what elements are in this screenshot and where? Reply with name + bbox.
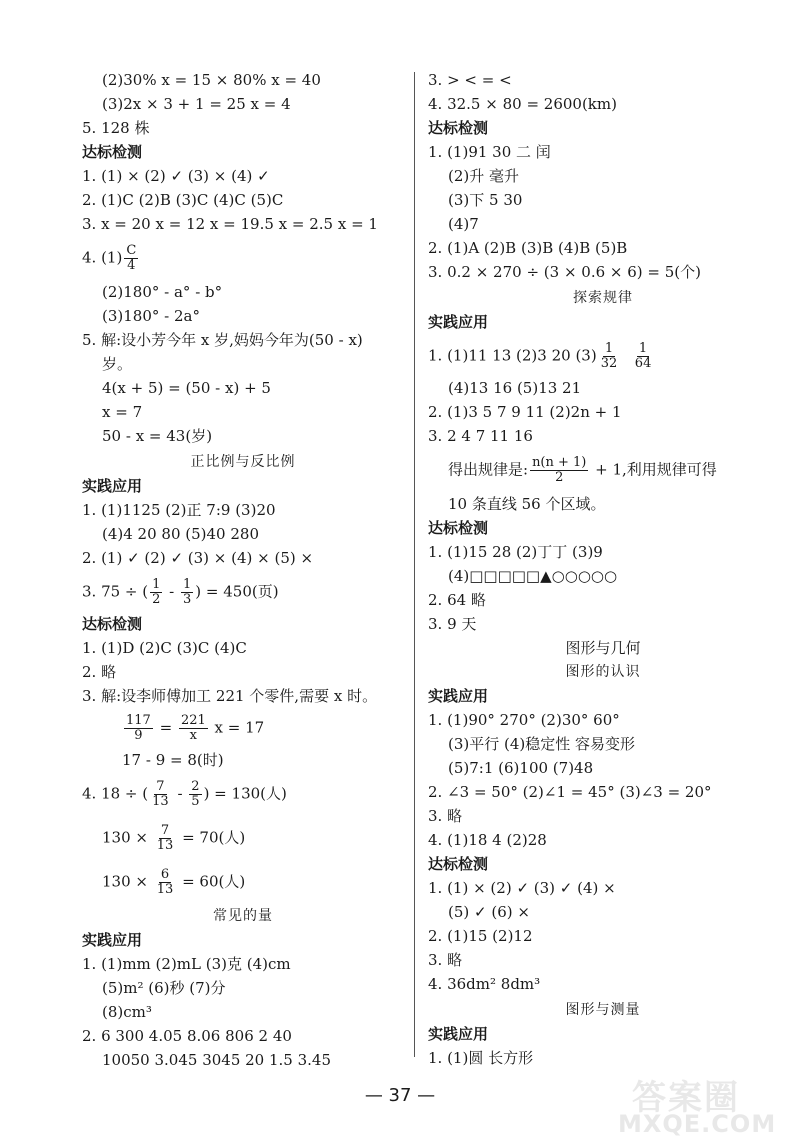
text-segment: + 1,利用规律可得: [590, 460, 717, 479]
text-segment: -: [164, 582, 180, 601]
column-divider: [414, 72, 415, 1057]
answer-line: 3. 0.2 × 270 ÷ (3 × 0.6 × 6) = 5(个): [428, 263, 701, 281]
text-segment: = 60(人): [177, 872, 246, 891]
fraction: [633, 342, 654, 371]
answer-line: (3)2x × 3 + 1 = 25 x = 4: [102, 95, 291, 113]
denominator: 13: [156, 838, 174, 853]
section-heading: 达标检测: [428, 519, 489, 537]
section-heading: 达标检测: [82, 615, 143, 633]
fraction: [189, 780, 201, 809]
answer-line: 3. 解:设李师傅加工 221 个零件,需要 x 时。: [82, 687, 378, 705]
numerator: 221: [180, 713, 206, 728]
numerator: 1: [183, 577, 192, 592]
answer-line: 1. (1)1125 (2)正 7:9 (3)20: [82, 501, 276, 519]
answer-line: 50 - x = 43(岁): [102, 427, 213, 445]
answer-line: 10050 3.045 3045 20 1.5 3.45: [102, 1051, 332, 1069]
answer-line: 5. 解:设小芳今年 x 岁,妈妈今年为(50 - x): [82, 331, 363, 349]
answer-line: (3)平行 (4)稳定性 容易变形: [448, 735, 636, 753]
answer-line: (5)7:1 (6)100 (7)48: [448, 759, 594, 777]
answer-line: (2)180° - a° - b°: [102, 283, 223, 301]
answer-line: 3. 略: [428, 951, 463, 969]
text-segment: -: [172, 784, 188, 803]
topic-title: 探索规律: [573, 290, 633, 306]
answer-line: 2. ∠3 = 50° (2)∠1 = 45° (3)∠3 = 20°: [428, 783, 712, 801]
answer-line: [102, 868, 245, 897]
answer-line: (3)下 5 30: [448, 191, 523, 209]
denominator: 5: [191, 794, 200, 809]
text-segment: 130 ×: [102, 872, 153, 891]
answer-line: 2. (1)15 (2)12: [428, 927, 533, 945]
answer-line: [428, 342, 655, 371]
denominator: x: [189, 728, 198, 743]
answer-line: [82, 780, 287, 809]
answer-line: 1. (1)圆 长方形: [428, 1049, 534, 1067]
fraction: [150, 578, 162, 607]
text-segment: [621, 347, 631, 365]
answer-line: 4(x + 5) = (50 - x) + 5: [102, 379, 271, 397]
answer-line: 5. 128 株: [82, 119, 150, 137]
text-segment: 得出规律是:: [448, 460, 529, 479]
answer-line: [122, 714, 264, 743]
fraction: [181, 578, 193, 607]
text-segment: ) = 450(页): [195, 582, 279, 601]
numerator: 6: [160, 867, 170, 882]
answer-line: 2. (1)3 5 7 9 11 (2)2n + 1: [428, 403, 622, 421]
answer-line: 1. (1) × (2) ✓ (3) × (4) ✓: [82, 167, 270, 185]
answer-line: x = 7: [102, 403, 143, 421]
denominator: 2: [152, 592, 161, 607]
topic-title: 图形与测量: [565, 1002, 641, 1018]
page-number: — 37 —: [364, 1085, 436, 1106]
numerator: 7: [160, 823, 170, 838]
text-segment: ) = 130(人): [203, 784, 287, 803]
numerator: 1: [152, 577, 161, 592]
fraction: [530, 456, 588, 485]
answer-line: 2. (1)A (2)B (3)B (4)B (5)B: [428, 239, 628, 257]
answer-line: 10 条直线 56 个区域。: [448, 495, 606, 513]
answer-line: (5) ✓ (6) ×: [448, 903, 530, 921]
text-segment: = 70(人): [177, 828, 246, 847]
answer-line: (5)m² (6)秒 (7)分: [102, 979, 226, 997]
numerator: 1: [604, 341, 614, 356]
section-heading: 达标检测: [428, 855, 489, 873]
answer-line: [102, 824, 245, 853]
section-heading: 达标检测: [82, 143, 143, 161]
answer-line: 1. (1)90° 270° (2)30° 60°: [428, 711, 620, 729]
answer-line: 3. 9 天: [428, 615, 477, 633]
section-heading: 实践应用: [82, 477, 143, 495]
section-heading: 实践应用: [428, 313, 489, 331]
answer-line: [448, 456, 717, 485]
text-segment: 1. (1)11 13 (2)3 20 (3): [428, 346, 597, 365]
answer-line: 4. (1)18 4 (2)28: [428, 831, 547, 849]
answer-line: 岁。: [102, 355, 133, 373]
fraction: [155, 824, 176, 853]
answer-line: 2. 6 300 4.05 8.06 806 2 40: [82, 1027, 292, 1045]
answer-line: 4. 36dm² 8dm³: [428, 975, 541, 993]
section-heading: 实践应用: [428, 1025, 489, 1043]
answer-line: [82, 244, 140, 273]
answer-line: (4)4 20 80 (5)40 280: [102, 525, 260, 543]
fraction: [150, 780, 171, 809]
text-segment: 4. (1): [82, 248, 123, 267]
topic-title: 常见的量: [213, 908, 273, 924]
watermark-url: MXQE.COM: [618, 1110, 777, 1138]
fraction: [599, 342, 620, 371]
numerator: n(n + 1): [532, 455, 587, 470]
answer-line: (4)□□□□□▲○○○○○: [448, 567, 618, 585]
answer-line: (4)13 16 (5)13 21: [448, 379, 582, 397]
text-segment: 3. 75 ÷ (: [82, 582, 149, 601]
watermark-text: 答案圈: [632, 1078, 740, 1118]
text-segment: 130 ×: [102, 828, 153, 847]
answer-line: [82, 578, 279, 607]
denominator: 64: [634, 356, 652, 371]
answer-line: 1. (1)D (2)C (3)C (4)C: [82, 639, 247, 657]
answer-line: 2. 略: [82, 663, 117, 681]
section-heading: 实践应用: [428, 687, 489, 705]
numerator: 7: [156, 779, 165, 794]
denominator: 32: [600, 356, 618, 371]
topic-title: 正比例与反比例: [190, 454, 296, 470]
denominator: 3: [183, 592, 192, 607]
fraction: [124, 244, 138, 273]
answer-line: (8)cm³: [102, 1003, 152, 1021]
fraction: [155, 868, 176, 897]
section-heading: 达标检测: [428, 119, 489, 137]
denominator: 13: [152, 794, 169, 809]
answer-line: 1. (1)15 28 (2)丁丁 (3)9: [428, 543, 603, 561]
denominator: 13: [156, 882, 174, 897]
numerator: C: [126, 243, 137, 258]
answer-line: 3. 2 4 7 11 16: [428, 427, 533, 445]
answer-line: 4. 32.5 × 80 = 2600(km): [428, 95, 617, 113]
watermark-logo: [612, 1070, 782, 1138]
answer-line: 3. > < = <: [428, 71, 512, 89]
answer-line: 1. (1)mm (2)mL (3)克 (4)cm: [82, 955, 291, 973]
answer-line: (3)180° - 2a°: [102, 307, 200, 325]
answer-line: 1. (1) × (2) ✓ (3) ✓ (4) ×: [428, 879, 616, 897]
answer-line: 2. (1) ✓ (2) ✓ (3) × (4) × (5) ×: [82, 549, 314, 567]
text-segment: 4. 18 ÷ (: [82, 784, 149, 803]
answer-line: 3. 略: [428, 807, 463, 825]
text-segment: x = 17: [209, 718, 265, 737]
denominator: 9: [134, 728, 143, 743]
chapter-title: 图形与几何: [565, 639, 641, 657]
fraction: [124, 714, 153, 743]
answer-line: (2)30% x = 15 × 80% x = 40: [102, 71, 321, 89]
fraction: [179, 714, 208, 743]
answer-line: 2. 64 略: [428, 591, 486, 609]
numerator: 2: [191, 779, 200, 794]
answer-line: 2. (1)C (2)B (3)C (4)C (5)C: [82, 191, 284, 209]
answer-line: (4)7: [448, 215, 479, 233]
answer-line: 17 - 9 = 8(时): [122, 751, 224, 769]
numerator: 117: [126, 713, 151, 728]
answer-line: 3. x = 20 x = 12 x = 19.5 x = 2.5 x = 1: [82, 215, 378, 233]
denominator: 4: [127, 258, 136, 273]
text-segment: =: [154, 718, 177, 737]
numerator: 1: [638, 341, 648, 356]
denominator: 2: [555, 470, 564, 485]
answer-line: 1. (1)91 30 二 闰: [428, 143, 551, 161]
topic-title: 图形的认识: [565, 664, 641, 680]
section-heading: 实践应用: [82, 931, 143, 949]
answer-line: (2)升 毫升: [448, 167, 520, 185]
